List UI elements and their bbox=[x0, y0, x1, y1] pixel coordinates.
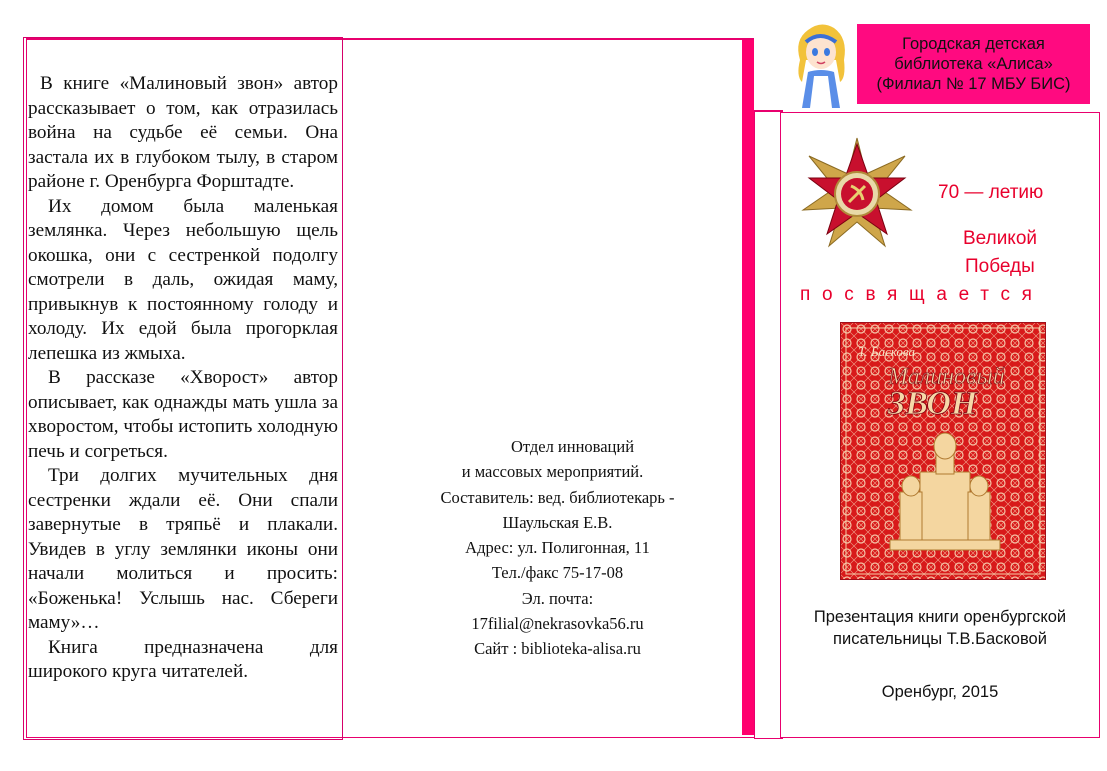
phone-line: Тел./факс 75-17-08 bbox=[491, 563, 624, 583]
fold-frame bbox=[754, 110, 783, 739]
website-line: Сайт : biblioteka-alisa.ru bbox=[474, 639, 641, 659]
book-description bbox=[28, 72, 338, 685]
compiler-name: Шаульская Е.В. bbox=[502, 512, 613, 532]
address-line: Адрес: ул. Полигонная, 11 bbox=[465, 538, 650, 558]
department-line: Отдел инноваций bbox=[510, 437, 635, 456]
paragraph: В рассказе «Хворост» автор описывает, как однажды мать ушла за хворостом, чтобы истопить холодную печь и согреться. bbox=[28, 367, 338, 462]
alice-icon bbox=[790, 20, 852, 108]
presentation-line: писательницы Т.В.Басковой bbox=[833, 630, 1047, 648]
library-name-line: Городская детская bbox=[902, 35, 1045, 53]
library-name-line: библиотека «Алиса» bbox=[894, 55, 1053, 73]
library-branch-line: (Филиал № 17 МБУ БИС) bbox=[876, 75, 1071, 93]
anniversary-line: Победы bbox=[965, 256, 1035, 277]
cover-title: ЗВОН bbox=[888, 385, 978, 422]
email-label: Эл. почта: bbox=[521, 588, 594, 608]
city-year: Оренбург, 2015 bbox=[881, 683, 999, 701]
paragraph: В книге «Малиновый звон» автор рассказывает о том, как отразилась война на судьбе её семьи. Она застала их в глубоком тылу, в старом районе г. Оренбурга Форштадте. bbox=[28, 73, 338, 192]
paragraph: Три долгих мучительных дня сестренки ждали её. Они спали завернутые в тряпьё и плакали. Увидев в углу землянки иконы они начали молиться и просить: «Боженька! Услышь нас. Сбереги маму»… bbox=[28, 465, 338, 633]
order-of-patriotic-war-icon bbox=[796, 136, 918, 252]
paragraph: Книга предназначена для широкого круга читателей. bbox=[28, 636, 338, 682]
cover-title: Малиновый bbox=[888, 364, 1005, 390]
contact-info bbox=[400, 434, 715, 662]
presentation-title bbox=[784, 606, 1096, 650]
book-cover bbox=[840, 322, 1046, 580]
presentation-line: Презентация книги оренбургской bbox=[813, 608, 1067, 626]
department-line: и массовых мероприятий. bbox=[461, 462, 644, 482]
paragraph: Их домом была маленькая землянка. Через небольшую щель окошка, они с сестренкой подолгу смотрели в даль, ожидая маму, привыкнув к постоянному голоду и холоду. Их едой была прогорклая лепешка из жмыха. bbox=[28, 195, 338, 364]
library-name-box bbox=[857, 24, 1090, 104]
email-value: 17filial@nekrasovka56.ru bbox=[471, 614, 644, 634]
dedication-word: посвящается bbox=[800, 284, 1044, 305]
anniversary-line: Великой bbox=[963, 228, 1038, 249]
anniversary-line: 70 — летию bbox=[938, 182, 1044, 203]
compiler-line: Составитель: вед. библиотекарь - bbox=[440, 487, 675, 507]
fold-bar bbox=[742, 40, 754, 735]
cover-author: Т. Баскова bbox=[858, 344, 915, 359]
